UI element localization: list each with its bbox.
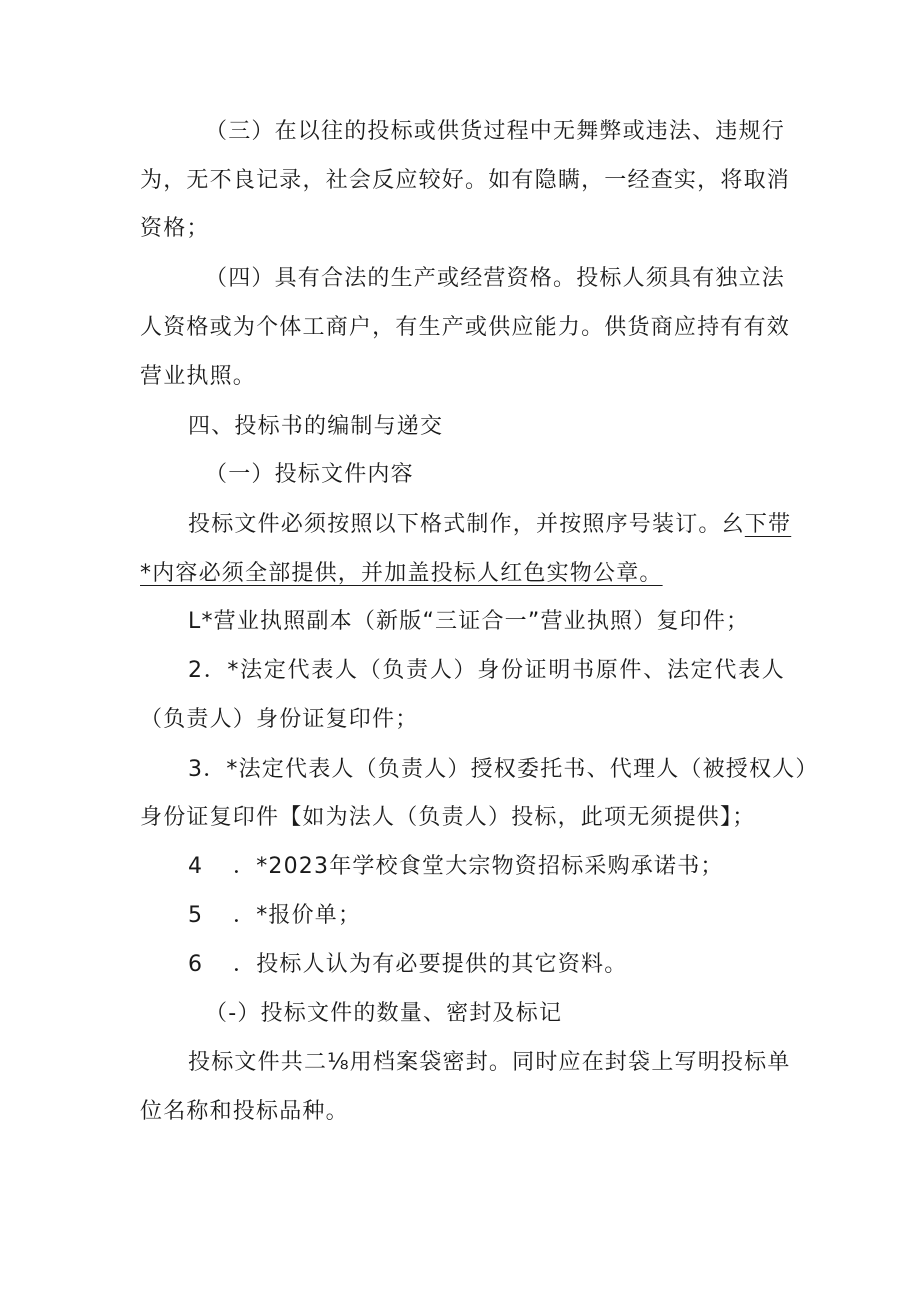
quantity-paragraph-line-2: 位名称和投标品种。 bbox=[140, 1099, 349, 1124]
list-item-1: L*营业执照副本（新版“三证合一”营业执照）复印件； bbox=[188, 609, 750, 634]
list-item-3-line-1: 3．*法定代表人（负责人）授权委托书、代理人（被授权人） bbox=[188, 757, 819, 782]
format-instruction-underlined: 下带 bbox=[744, 512, 792, 537]
paragraph-4-line-1: （四）具有合法的生产或经营资格。投标人须具有独立法 bbox=[205, 266, 786, 291]
list-item-2-line-2: （负责人）身份证复印件； bbox=[140, 707, 419, 732]
list-item-2-line-1: 2．*法定代表人（负责人）身份证明书原件、法定代表人 bbox=[188, 658, 785, 683]
format-instruction-text: 投标文件必须按照以下格式制作，并按照序号装订。幺 bbox=[188, 512, 745, 537]
list-item-4-text: ．*2023年学校食堂大宗物资招标采购承诺书； bbox=[233, 854, 724, 879]
paragraph-3-line-2: 为，无不良记录，社会反应较好。如有隐瞒，一经查实，将取消 bbox=[140, 168, 790, 193]
list-item-5-text: ．*报价单； bbox=[233, 903, 362, 928]
list-item-5-number: 5 bbox=[188, 903, 204, 928]
list-item-3-line-2: 身份证复印件【如为法人（负责人）投标，此项无须提供】； bbox=[140, 805, 756, 830]
list-item-4 bbox=[188, 852, 838, 882]
section-heading-4: 四、投标书的编制与递交 bbox=[188, 414, 444, 439]
format-instruction-underlined-2: *内容必须全部提供，并加盖投标人红色实物公章。 bbox=[140, 561, 663, 586]
quantity-paragraph-line-1: 投标文件共二⅛用档案袋密封。同时应在封袋上写明投标单 bbox=[188, 1050, 791, 1075]
list-item-6 bbox=[188, 950, 838, 980]
paragraph-4-line-2: 人资格或为个体工商户，有生产或供应能力。供货商应持有有效 bbox=[140, 315, 790, 340]
format-instruction-line-2 bbox=[140, 559, 790, 589]
list-item-4-number: 4 bbox=[188, 854, 204, 879]
paragraph-4-line-3: 营业执照。 bbox=[140, 364, 257, 389]
list-item-6-text: ．投标人认为有必要提供的其它资料。 bbox=[233, 952, 628, 977]
list-item-6-number: 6 bbox=[188, 952, 204, 977]
list-item-5 bbox=[188, 901, 838, 931]
subsection-heading-2: （-）投标文件的数量、密封及标记 bbox=[205, 1001, 563, 1026]
subsection-heading-1: （一）投标文件内容 bbox=[205, 462, 414, 487]
paragraph-3-line-1: （三）在以往的投标或供货过程中无舞弊或违法、违规行 bbox=[205, 119, 786, 144]
paragraph-3-line-3: 资格； bbox=[140, 216, 210, 241]
format-instruction-line-1 bbox=[188, 510, 792, 540]
